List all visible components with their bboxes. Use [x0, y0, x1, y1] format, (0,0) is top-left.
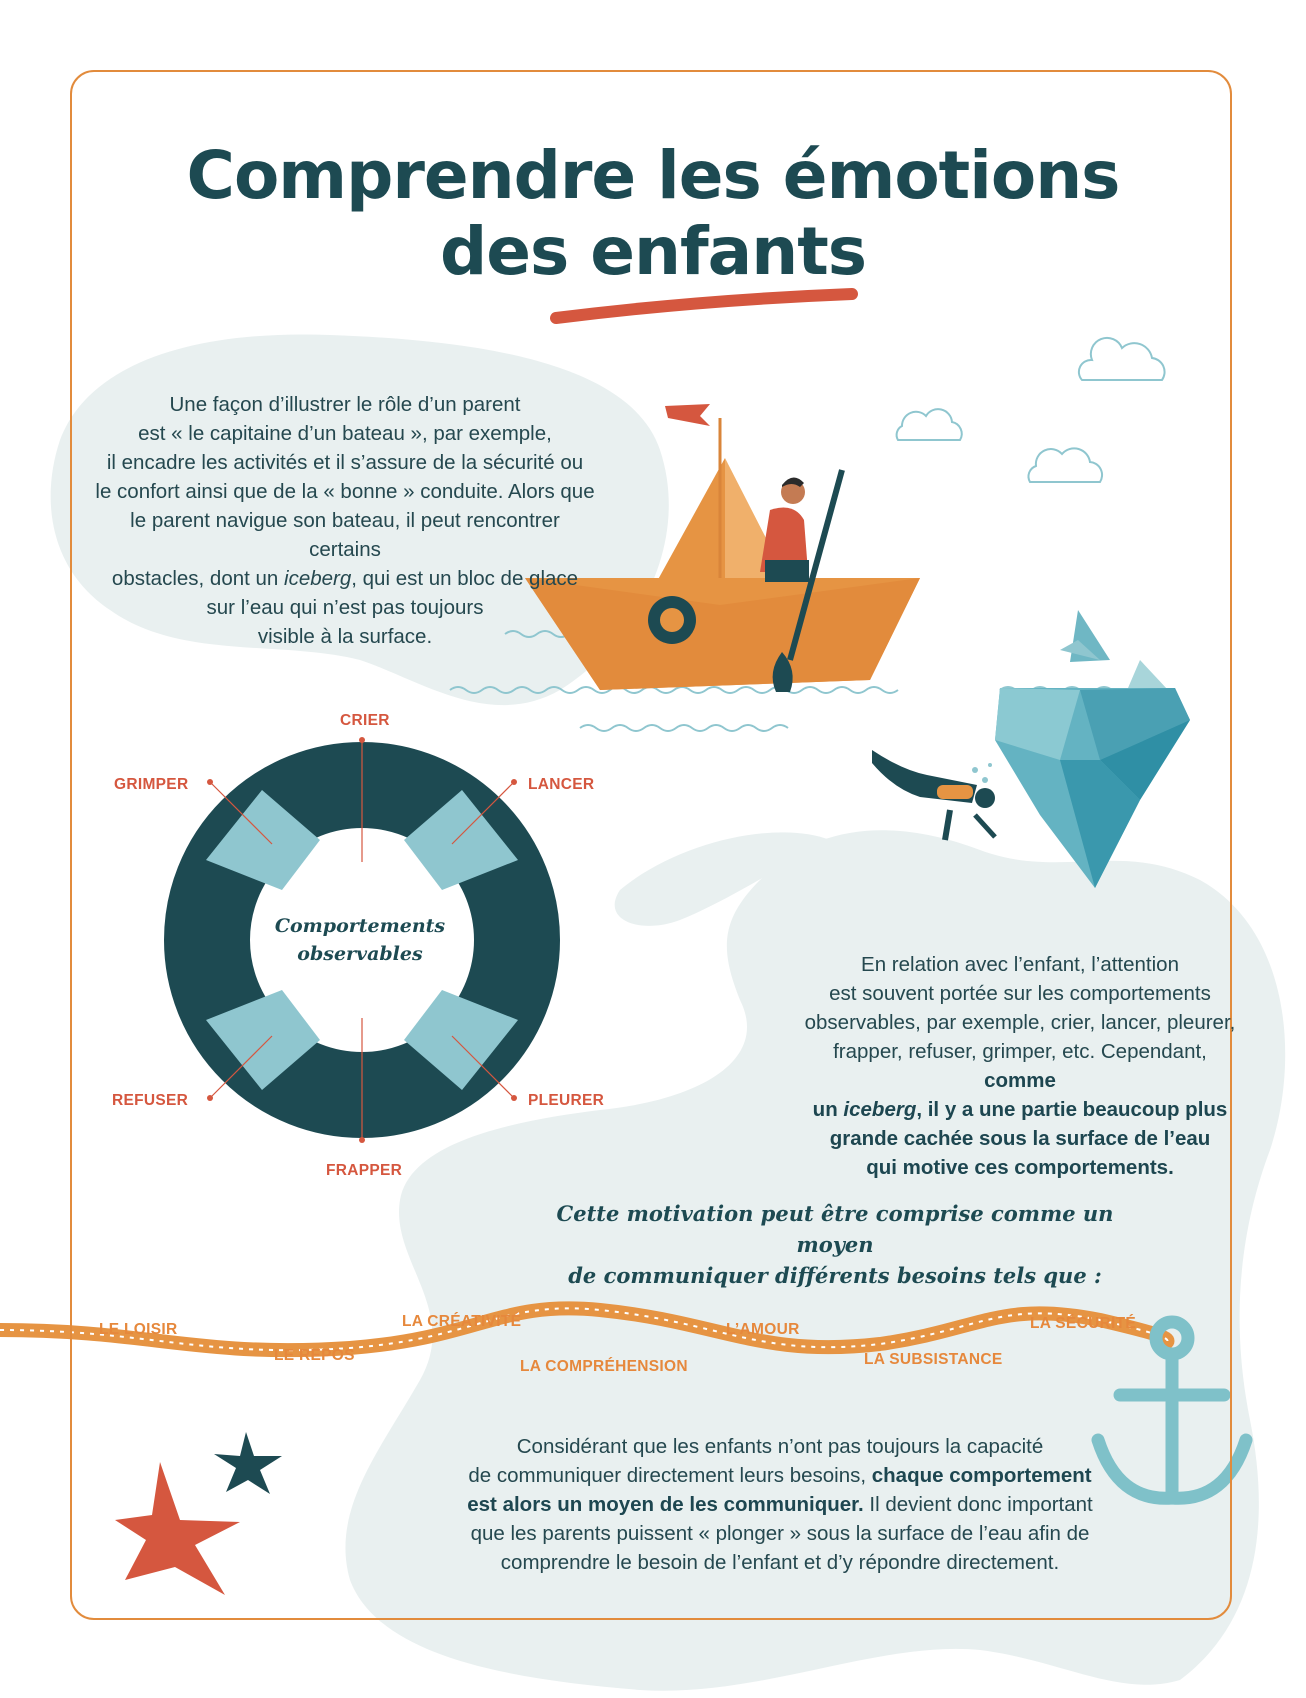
middle-text: frapper, refuser, grimper, etc. Cependant,: [833, 1040, 1207, 1063]
motivation-line: de communiquer différents besoins tels que :: [568, 1263, 1102, 1288]
need-label: L’AMOUR: [726, 1321, 800, 1338]
closing-bold: est alors un moyen de les communiquer.: [467, 1493, 864, 1516]
closing-text: de communiquer directement leurs besoins,: [468, 1464, 872, 1487]
middle-line: observables, par exemple, crier, lancer, pleurer,: [804, 1011, 1236, 1034]
intro-italic: iceberg: [284, 567, 352, 590]
need-label: LA SÉCURITÉ: [1030, 1315, 1137, 1332]
middle-line: [800, 1153, 1240, 1182]
behavior-label: PLEURER: [528, 1092, 605, 1109]
behavior-label: GRIMPER: [114, 776, 189, 793]
page-frame: [70, 70, 1232, 1620]
middle-line: [800, 1124, 1240, 1153]
middle-bold: un: [812, 1098, 844, 1121]
middle-bold: , il y a une partie beaucoup plus: [916, 1098, 1228, 1121]
need-label: LA COMPRÉHENSION: [520, 1358, 688, 1375]
closing-line: que les parents puissent « plonger » sous la surface de l’eau afin de: [470, 1522, 1090, 1545]
intro-line: sur l’eau qui n’est pas toujours: [206, 596, 484, 619]
intro-text: obstacles, dont un: [111, 567, 285, 590]
center-line: observables: [297, 943, 423, 965]
lifebuoy-center-label: [270, 912, 450, 968]
closing-line: [420, 1461, 1140, 1490]
iceberg-paragraph: [800, 950, 1240, 1182]
behavior-label: LANCER: [528, 776, 595, 793]
intro-paragraph: [95, 390, 595, 651]
need-label: LE LOISIR: [99, 1321, 178, 1338]
middle-bold: grande cachée sous la surface de l’eau: [829, 1127, 1211, 1150]
intro-line: il encadre les activités et il s’assure de la sécurité ou: [106, 451, 584, 474]
closing-bold: chaque comportement: [871, 1464, 1092, 1487]
need-label: LA CRÉATIVITÉ: [402, 1313, 522, 1330]
middle-italic: iceberg: [843, 1098, 917, 1121]
motivation-heading: [520, 1198, 1150, 1291]
intro-line: Une façon d’illustrer le rôle d’un parent: [169, 393, 521, 416]
closing-text: Il devient donc important: [863, 1493, 1093, 1516]
need-label: LE REPOS: [274, 1347, 355, 1364]
middle-line: est souvent portée sur les comportements: [829, 982, 1211, 1005]
behavior-label: CRIER: [340, 712, 390, 729]
behavior-label: FRAPPER: [326, 1162, 403, 1179]
middle-bold: qui motive ces comportements.: [866, 1156, 1174, 1179]
middle-bold: comme: [984, 1069, 1056, 1092]
need-label: LA SUBSISTANCE: [864, 1351, 1003, 1368]
intro-line: le parent navigue son bateau, il peut rencontrer certains: [130, 509, 560, 561]
title-line-1: Comprendre les émotions: [186, 137, 1120, 214]
middle-line: [800, 1037, 1240, 1095]
intro-line: visible à la surface.: [257, 625, 433, 648]
title-line-2: des enfants: [439, 213, 867, 290]
intro-line: est « le capitaine d’un bateau », par exemple,: [138, 422, 552, 445]
middle-line: En relation avec l’enfant, l’attention: [861, 953, 1179, 976]
closing-line: [420, 1490, 1140, 1519]
center-line: Comportements: [274, 915, 446, 937]
behavior-label: REFUSER: [112, 1092, 189, 1109]
page-title: [0, 138, 1306, 290]
motivation-line: Cette motivation peut être comprise comme un moyen: [556, 1201, 1114, 1257]
closing-line: Considérant que les enfants n’ont pas toujours la capacité: [516, 1435, 1044, 1458]
intro-line: [95, 564, 595, 593]
closing-line: comprendre le besoin de l’enfant et d’y répondre directement.: [500, 1551, 1060, 1574]
intro-line: le confort ainsi que de la « bonne » conduite. Alors que: [95, 480, 595, 503]
closing-paragraph: [420, 1432, 1140, 1577]
intro-text: , qui est un bloc de glace: [351, 567, 579, 590]
middle-line: [800, 1095, 1240, 1124]
